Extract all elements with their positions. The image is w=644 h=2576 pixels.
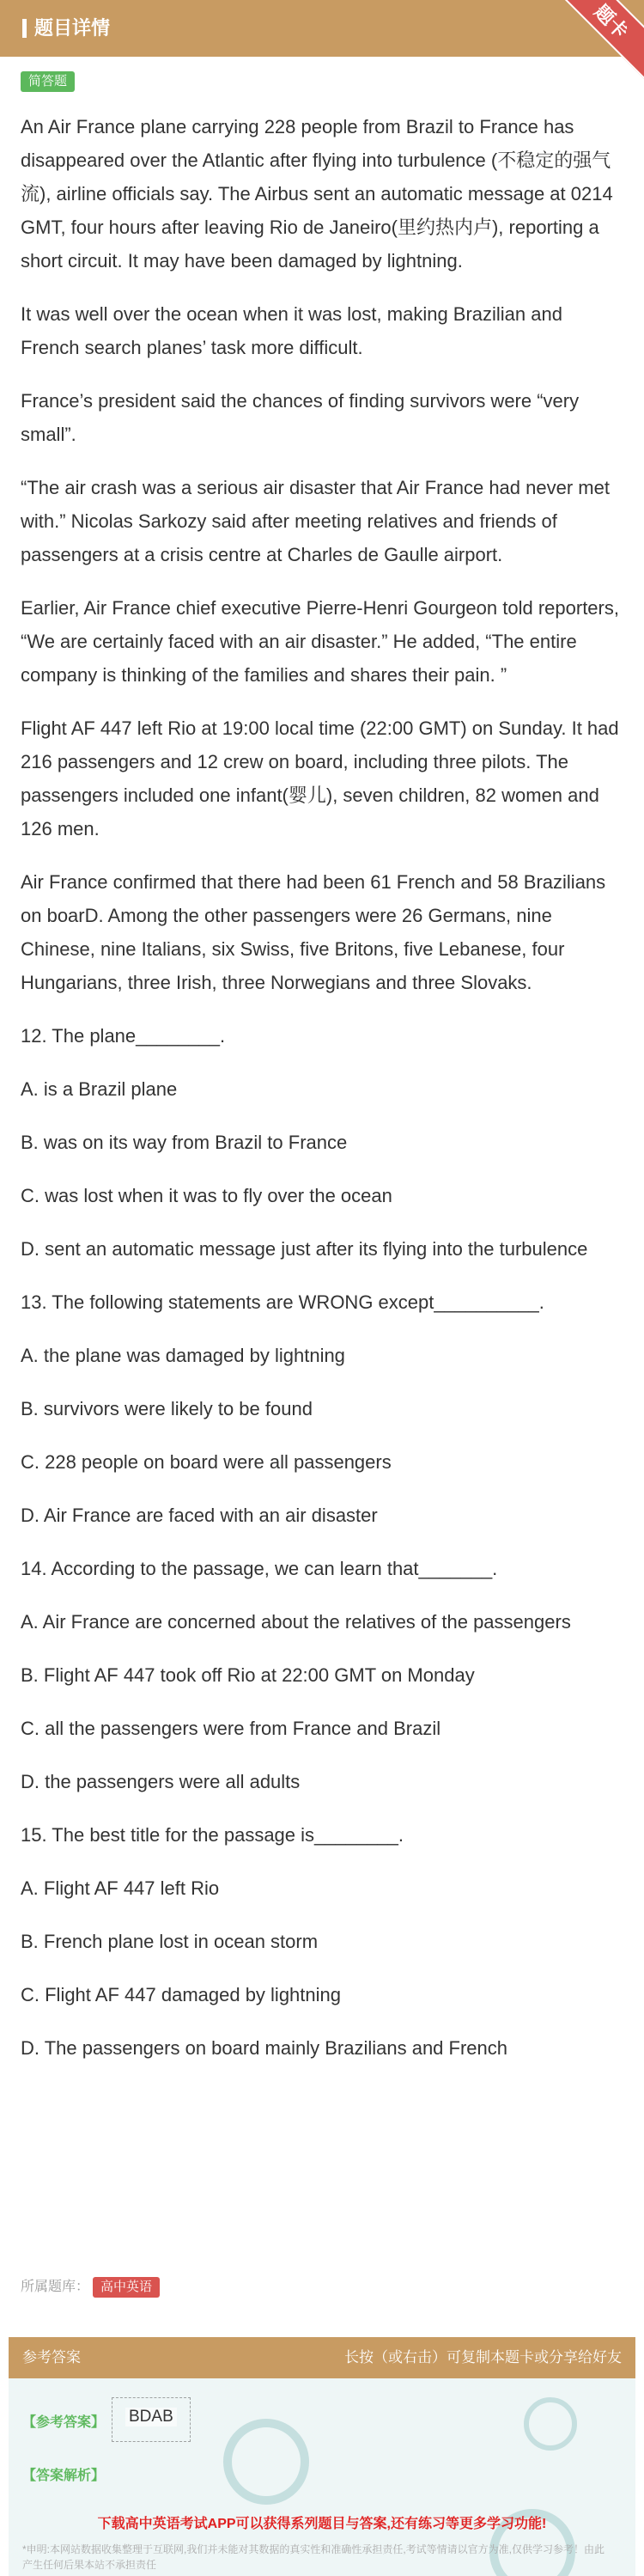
question-13-option-a: A. the plane was damaged by lightning [21, 1345, 345, 1366]
explanation-label: 【答案解析】 [22, 2469, 106, 2483]
question-13-option-b: B. survivors were likely to be found [21, 1398, 313, 1419]
question-bank-label: 所属题库： [21, 2280, 90, 2294]
passage-paragraph-4: “The air crash was a serious air disaster that Air France had never met with.” Nicolas Sarkozy said after meeting relatives and friends of passengers at a crisis centre at Charles de Gaulle airport. [21, 477, 610, 565]
question-bank-row [21, 2275, 160, 2299]
question-15-option-a: A. Flight AF 447 left Rio [21, 1877, 220, 1899]
question-13-option-d: D. Air France are faced with an air disaster [21, 1505, 378, 1526]
question-15-stem: 15. The best title for the passage is________. [21, 1824, 404, 1846]
watermark-logo-icon [223, 2419, 309, 2505]
passage-paragraph-3: France’s president said the chances of finding survivors were “very small”. [21, 390, 580, 445]
passage-paragraph-1: An Air France plane carrying 228 people from Brazil to France has disappeared over the Atlantic after flying into turbulence (不稳定的强气流), airline officials say. The Airbus sent an automatic message at 0214 GMT, four hours after leaving Rio de Janeiro(里约热内卢), reporting a short circuit. It may have been damaged by lightning. [21, 116, 613, 272]
question-12-option-b: B. was on its way from Brazil to France [21, 1132, 348, 1153]
header-bar [0, 0, 644, 57]
question-12-option-d: D. sent an automatic message just after its flying into the turbulence [21, 1238, 588, 1260]
header-accent-mark [22, 19, 27, 38]
answer-panel [9, 2337, 635, 2576]
passage-paragraph-2: It was well over the ocean when it was lost, making Brazilian and French search planes’ task more difficult. [21, 303, 562, 358]
watermark-logo-icon [524, 2397, 577, 2451]
passage-paragraph-6: Flight AF 447 left Rio at 19:00 local time (22:00 GMT) on Sunday. It had 216 passengers and 12 crew on board, including three pilots. The passengers included one infant(婴儿), seven children, 82 women and 126 men. [21, 717, 619, 839]
question-14-option-c: C. all the passengers were from France and Brazil [21, 1718, 441, 1739]
question-14-option-a: A. Air France are concerned about the relatives of the passengers [21, 1611, 571, 1633]
question-14-stem: 14. According to the passage, we can learn that_______. [21, 1558, 498, 1579]
question-14-option-b: B. Flight AF 447 took off Rio at 22:00 GMT on Monday [21, 1664, 475, 1686]
copy-share-hint[interactable]: 长按（或右击）可复制本题卡或分享给好友 [344, 2349, 622, 2365]
passage-paragraph-7: Air France confirmed that there had been 61 French and 58 Brazilians on boarD. Among the other passengers were 26 Germans, nine Chinese, nine Italians, six Swiss, five Britons, five Lebanese, four Hungarians, three Irish, three Norwegians and three Slovaks. [21, 871, 606, 993]
answer-label: 【参考答案】 [22, 2415, 106, 2430]
question-15-option-c: C. Flight AF 447 damaged by lightning [21, 1984, 342, 2005]
question-12-stem: 12. The plane________. [21, 1025, 226, 1047]
answer-value: BDAB [125, 2408, 177, 2426]
question-card-corner-badge[interactable]: 题卡 [541, 0, 644, 92]
question-13-option-c: C. 228 people on board were all passengers [21, 1451, 392, 1473]
question-type-badge: 简答题 [21, 71, 75, 92]
disclaimer-text: *申明:本网站数据收集整理于互联网,我们并未能对其数据的真实性和准确性承担责任,考试等情请以官方为准,仅供学习参考！由此产生任何后果本站不承担责任 [22, 2543, 605, 2571]
question-13-stem: 13. The following statements are WRONG except__________. [21, 1291, 544, 1313]
question-content [21, 110, 623, 2085]
question-12-option-c: C. was lost when it was to fly over the ocean [21, 1185, 392, 1206]
answer-panel-header [9, 2337, 635, 2378]
download-app-promo-link[interactable]: 下载高中英语考试APP可以获得系列题目与答案,还有练习等更多学习功能! [97, 2517, 547, 2531]
question-bank-tag[interactable]: 高中英语 [93, 2277, 160, 2298]
passage-paragraph-5: Earlier, Air France chief executive Pierre-Henri Gourgeon told reporters, “We are certainly faced with an air disaster.” He added, “The entire company is thinking of the families and shares their pain. ” [21, 597, 619, 686]
answer-panel-title: 参考答案 [22, 2349, 81, 2365]
page-title: 题目详情 [34, 17, 111, 39]
question-15-option-d: D. The passengers on board mainly Brazilians and French [21, 2037, 508, 2059]
question-14-option-d: D. the passengers were all adults [21, 1771, 301, 1792]
question-15-option-b: B. French plane lost in ocean storm [21, 1931, 319, 1952]
question-12-option-a: A. is a Brazil plane [21, 1078, 178, 1100]
